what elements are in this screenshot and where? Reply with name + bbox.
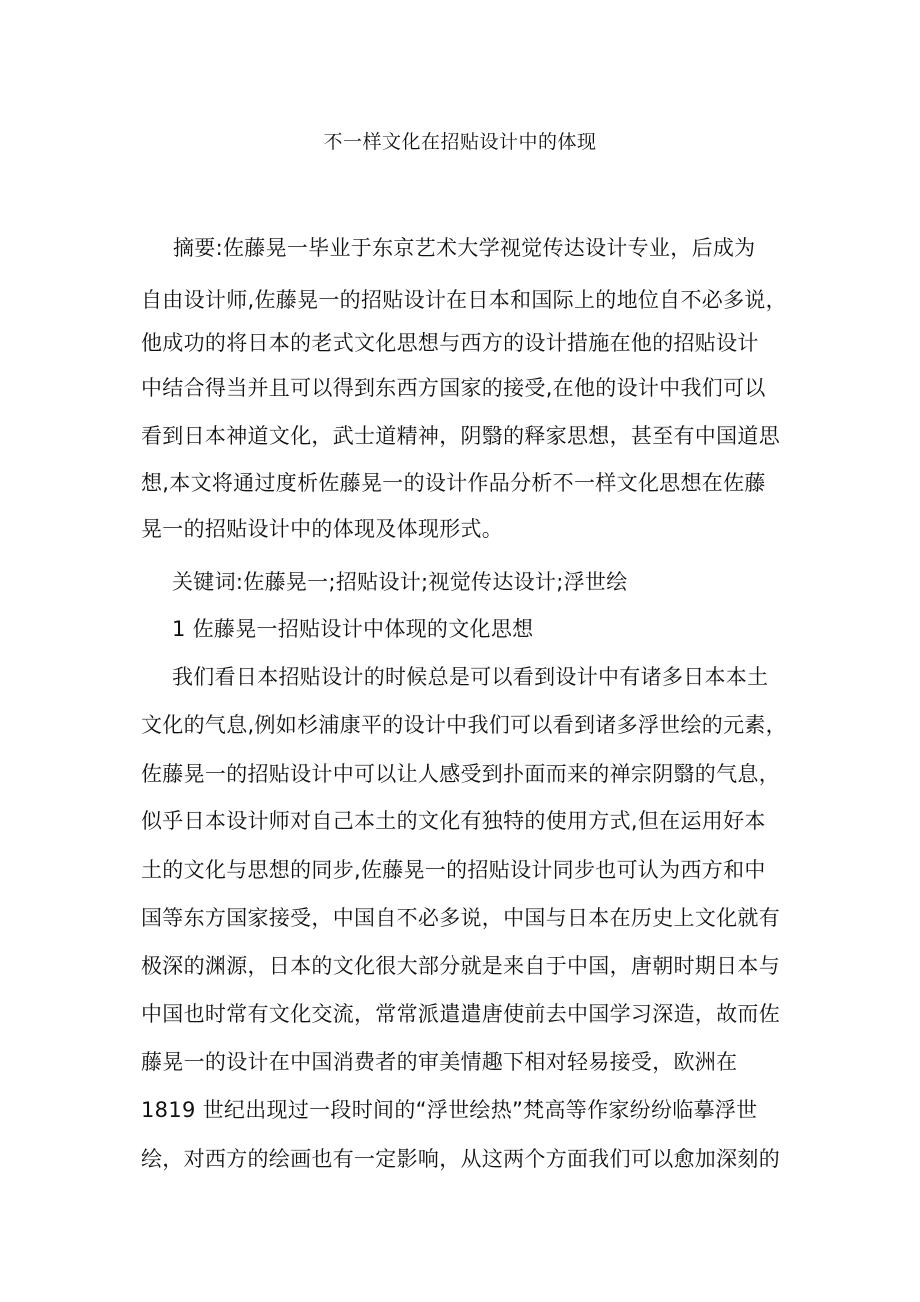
abstract-line: 摘要:佐藤晃一毕业于东京艺术大学视觉传达设计专业，后成为 — [173, 236, 756, 260]
abstract-line: 中结合得当并且可以得到东西方国家的接受,在他的设计中我们可以 — [141, 376, 766, 400]
body-line: 土的文化与思想的同步,佐藤晃一的招贴设计同步也可认为西方和中 — [141, 858, 766, 882]
body-line: 中国也时常有文化交流，常常派遣遣唐使前去中国学习深造，故而佐 — [141, 1002, 780, 1026]
abstract-line: 晃一的招贴设计中的体现及体现形式。 — [141, 517, 504, 541]
body-line: 绘，对西方的绘画也有一定影响，从这两个方面我们可以愈加深刻的 — [141, 1147, 780, 1171]
body-line: 藤晃一的设计在中国消费者的审美情趣下相对轻易接受，欧洲在 — [141, 1050, 738, 1074]
document-title: 不一样文化在招贴设计中的体现 — [323, 131, 597, 153]
abstract-line: 他成功的将日本的老式文化思想与西方的设计措施在他的招贴设计 — [141, 331, 759, 355]
abstract-line: 自由设计师,佐藤晃一的招贴设计在日本和国际上的地位自不必多说， — [141, 288, 787, 312]
body-line: 极深的渊源，日本的文化很大部分就是来自于中国，唐朝时期日本与 — [141, 954, 780, 978]
body-line: 我们看日本招贴设计的时候总是可以看到设计中有诸多日本本土 — [172, 665, 769, 689]
section-heading: 1 佐藤晃一招贴设计中体现的文化思想 — [172, 617, 534, 641]
body-line: 佐藤晃一的招贴设计中可以让人感受到扑面而来的禅宗阴翳的气息， — [141, 762, 780, 786]
body-line: 似乎日本设计师对自己本土的文化有独特的使用方式,但在运用好本 — [141, 809, 766, 833]
body-line: 1819 世纪出现过一段时间的“浮世绘热”梵高等作家纷纷临摹浮世 — [141, 1098, 758, 1122]
abstract-line: 想,本文将通过度析佐藤晃一的设计作品分析不一样文化思想在佐藤 — [141, 471, 766, 495]
keywords: 关键词:佐藤晃一;招贴设计;视觉传达设计;浮世绘 — [172, 570, 628, 594]
body-line: 文化的气息,例如杉浦康平的设计中我们可以看到诸多浮世绘的元素， — [141, 713, 787, 737]
body-line: 国等东方国家接受，中国自不必多说，中国与日本在历史上文化就有 — [141, 906, 780, 930]
abstract-line: 看到日本神道文化，武士道精神，阴翳的释家思想，甚至有中国道思 — [141, 424, 780, 448]
